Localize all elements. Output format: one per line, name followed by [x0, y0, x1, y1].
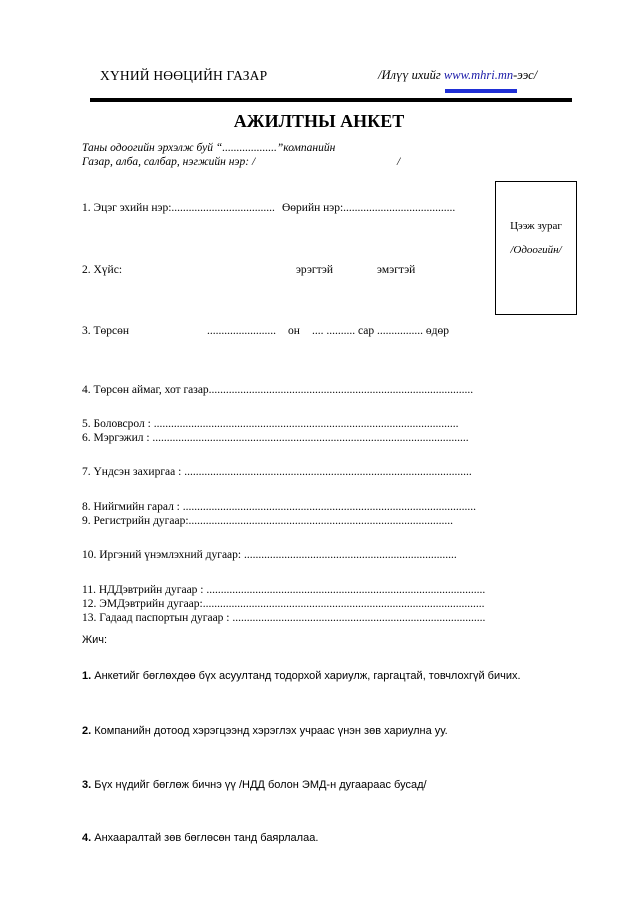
note-2: [82, 725, 448, 737]
note-4-text: Анхааралтай зөв бөглөсөн танд баярлалаа.: [91, 832, 319, 844]
hint-suffix: -ээс/: [513, 68, 538, 82]
note-2-text: Компанийн дотоод хэрэгцээнд хэрэглэх учраас үнэн зөв хариулна уу.: [91, 725, 448, 737]
field-registration-number[interactable]: 9. Регистрийн дугаар:............................................................................................: [82, 515, 454, 527]
note-2-number: 2.: [82, 725, 92, 737]
field-own-name[interactable]: Өөрийн нэр:.......................................: [282, 202, 456, 214]
photo-label: Цээж зураг: [510, 220, 562, 232]
field-id-card-number[interactable]: 10. Иргэний үнэмлэхний дугаар: ..........................................................................: [82, 549, 457, 561]
header-divider: [90, 98, 572, 102]
note-3-text: Бүх нүдийг бөглөж бичнэ үү /НДД болон ЭМД-н дугаараас бусад/: [91, 779, 427, 791]
field-social-origin[interactable]: 8. Нийгмийн гарал : ......................................................................................................: [82, 501, 477, 513]
intro-company-line: Таны одоогийн эрхэлж буй “...................”компанийн: [82, 142, 336, 154]
field-ethnicity[interactable]: 7. Үндсэн захиргаа : ....................................................................................................: [82, 466, 472, 478]
field-birthplace[interactable]: 4. Төрсөн аймаг, хот газар............................................................................................: [82, 384, 474, 396]
note-3-number: 3.: [82, 779, 92, 791]
website-link[interactable]: www.mhri.mn: [443, 68, 514, 82]
form-title: АЖИЛТНЫ АНКЕТ: [233, 111, 405, 131]
field-birth-month-day[interactable]: .... .......... сар ................ өдөр: [312, 325, 449, 337]
field-profession[interactable]: 6. Мэргэжил : ..............................................................................................................: [82, 432, 469, 444]
field-education[interactable]: 5. Боловсрол : ..........................................................................................................: [82, 418, 459, 430]
field-birth-year[interactable]: ........................: [207, 325, 276, 337]
note-3: [82, 779, 427, 791]
header-org-name: ХҮНИЙ НӨӨЦИЙН ГАЗАР: [100, 68, 268, 83]
intro-department-line: Газар, алба, салбар, нэгжийн нэр: /: [82, 156, 256, 168]
field-passport-number[interactable]: 13. Гадаад паспортын дугаар : ........................................................................................: [82, 612, 486, 624]
field-social-insurance-number[interactable]: 11. НДДэвтрийн дугаар : .................................................................................................: [82, 584, 486, 596]
notes-label: Жич:: [82, 634, 108, 646]
intro-department-slash: /: [397, 156, 401, 168]
field-gender-label: 2. Хүйс:: [82, 264, 123, 276]
hint-prefix: /Илүү ихийг: [378, 68, 444, 82]
photo-box[interactable]: [495, 181, 577, 315]
note-1-number: 1.: [82, 670, 92, 682]
photo-sublabel: /Одоогийн/: [510, 244, 562, 256]
field-birth-label: 3. Төрсөн: [82, 325, 130, 337]
note-4: [82, 832, 318, 844]
header-accent-bar: [445, 89, 517, 93]
header-website-hint: [378, 68, 537, 83]
field-parent-name[interactable]: 1. Эцэг эхийн нэр:....................................: [82, 202, 275, 214]
gender-option-male[interactable]: эрэгтэй: [296, 264, 334, 276]
note-1: [82, 670, 521, 682]
field-health-insurance-number[interactable]: 12. ЭМДэвтрийн дугаар:..................................................................................................: [82, 598, 485, 610]
gender-option-female[interactable]: эмэгтэй: [377, 264, 416, 276]
note-4-number: 4.: [82, 832, 92, 844]
field-birth-year-unit: он: [288, 325, 300, 337]
note-1-text: Анкетийг бөглөхдөө бүх асуултанд тодорхой хариулж, гаргацтай, товчлохгүй бичих.: [91, 670, 521, 682]
